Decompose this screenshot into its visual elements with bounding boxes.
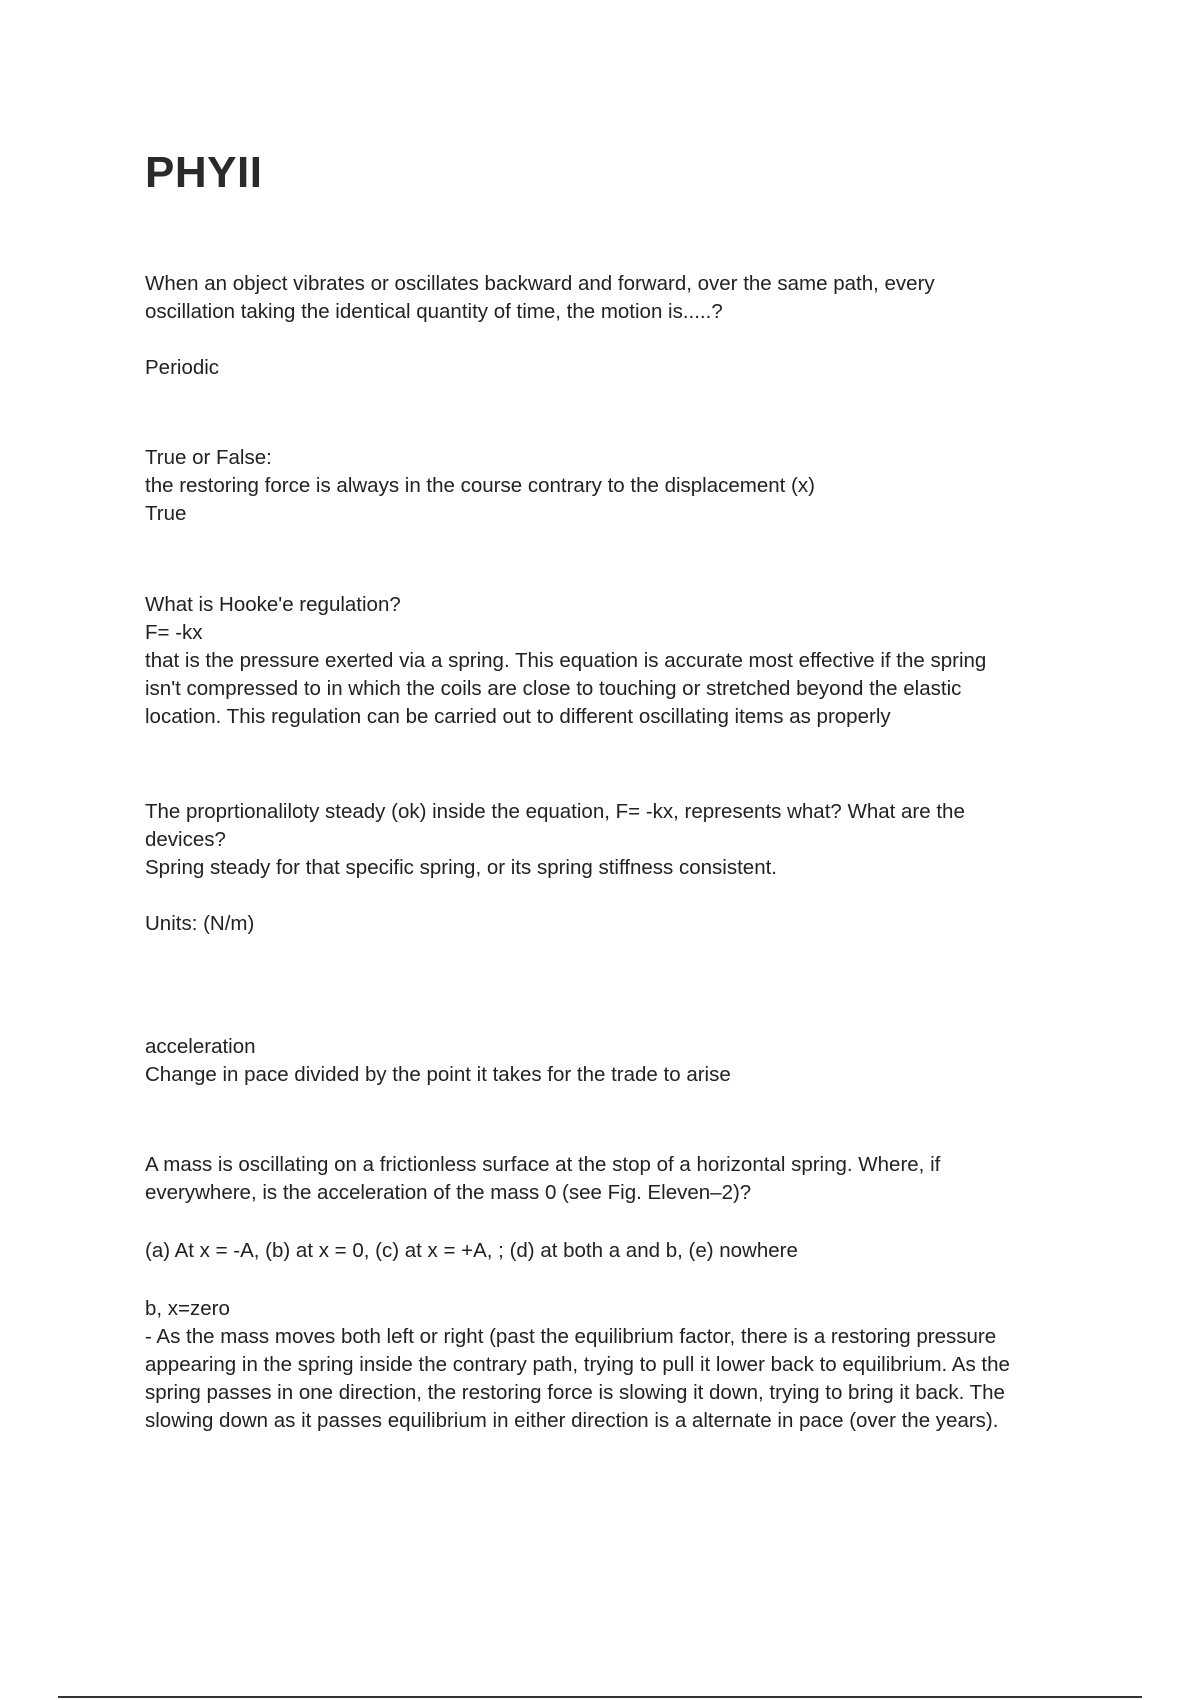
answer-line: b, x=zero [145,1297,230,1320]
question-line: everywhere, is the acceleration of the mass 0 (see Fig. Eleven–2)? [145,1181,752,1204]
question-line: True or False: [145,446,272,469]
answer-line: True [145,502,187,525]
explanation-line: appearing in the spring inside the contrary path, trying to pull it lower back to equilibrium. As the [145,1353,1010,1376]
question-line: What is Hooke'e regulation? [145,593,401,616]
document-title: PHYII [145,148,263,197]
answer-line: that is the pressure exerted via a spring. This equation is accurate most effective if the spring [145,649,987,672]
qa-block-spring-constant [145,798,1095,938]
answer-line: Units: (N/m) [145,912,255,935]
term-line: acceleration [145,1035,256,1058]
qa-block-acceleration [145,1033,1095,1089]
footer-divider [58,1696,1142,1698]
answer-line: isn't compressed to in which the coils are close to touching or stretched beyond the elastic [145,677,962,700]
options-line: (a) At x = -A, (b) at x = 0, (c) at x = +A, ; (d) at both a and b, (e) nowhere [145,1239,798,1262]
question-line: the restoring force is always in the course contrary to the displacement (x) [145,474,815,497]
question-line: devices? [145,828,226,851]
answer-line: Periodic [145,356,220,379]
answer-line: location. This regulation can be carried out to different oscillating items as properly [145,705,891,728]
question-line: A mass is oscillating on a frictionless surface at the stop of a horizontal spring. Where, if [145,1153,941,1176]
explanation-line: - As the mass moves both left or right (past the equilibrium factor, there is a restoring pressure [145,1325,997,1348]
question-line: When an object vibrates or oscillates backward and forward, over the same path, every [145,272,935,295]
explanation-line: slowing down as it passes equilibrium in either direction is a alternate in pace (over the years). [145,1409,999,1432]
explanation-line: spring passes in one direction, the restoring force is slowing it down, trying to bring it back. The [145,1381,1005,1404]
question-line: oscillation taking the identical quantity of time, the motion is.....? [145,300,723,323]
answer-line: Spring steady for that specific spring, or its spring stiffness consistent. [145,856,777,879]
qa-block-periodic [145,270,1095,382]
qa-block-mass-oscillating [145,1151,1095,1435]
qa-block-restoring-force [145,444,1095,528]
definition-line: Change in pace divided by the point it takes for the trade to arise [145,1063,731,1086]
formula-line: F= -kx [145,621,203,644]
qa-block-hookes-law [145,591,1095,731]
question-line: The proprtionaliloty steady (ok) inside the equation, F= -kx, represents what? What are the [145,800,965,823]
